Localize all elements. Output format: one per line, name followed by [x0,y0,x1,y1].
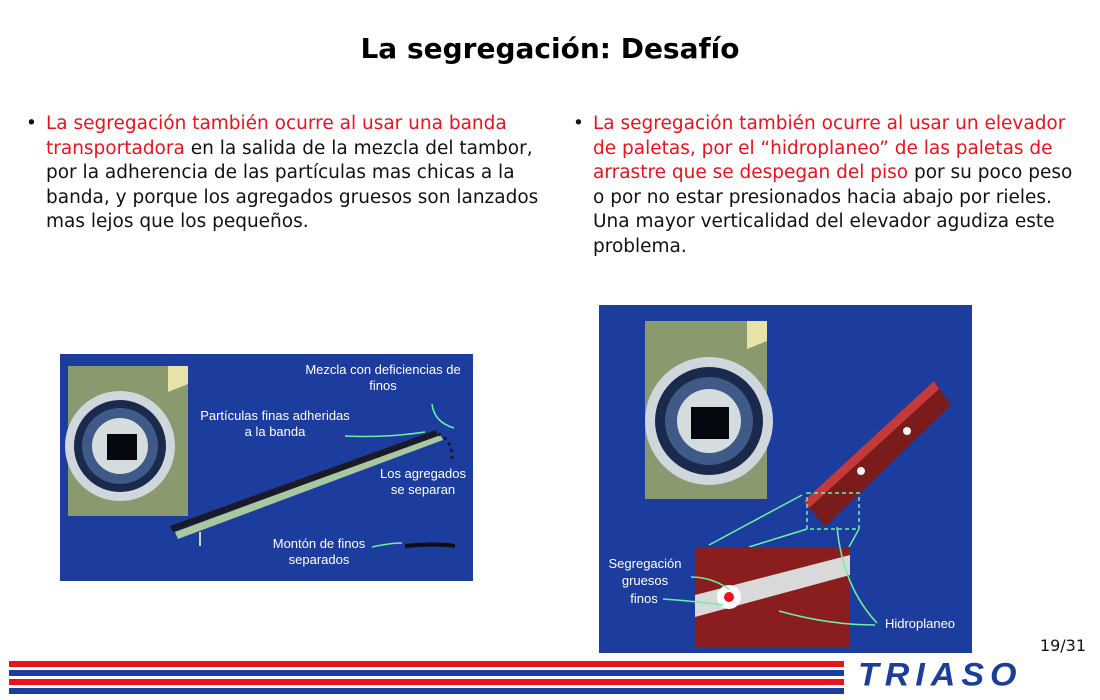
bullet-dot: • [26,113,37,134]
footer-stripe-red [9,661,844,667]
bullet-text: en la salida de la mezcla del tambor, por la adherencia de las partículas mas chicas a la banda, y porque los agregados gruesos son lanzados mas lejos que los pequeños. [46,137,539,232]
elevator-bolt [903,427,911,435]
label-hydroplaning: Hidroplaneo [884,616,956,631]
page-number: 19/31 [1039,636,1086,655]
detail-paddle-center [724,592,734,602]
bullet-dot: • [573,113,584,134]
footer-stripes [9,661,844,697]
drum-window [107,434,137,460]
slide-title: La segregación: Desafío [360,32,740,65]
bullet-text: por su poco peso o por no estar presionados hacia abajo por rieles. Una mayor verticalidad del elevador agudiza este problema. [593,162,1073,257]
footer-stripe-blue [9,670,844,676]
footer-stripe-blue [9,688,844,694]
label-fines: finos [630,591,658,606]
drum-window [691,407,729,439]
elevator-rail [804,381,939,508]
elevator-body [804,381,951,527]
footer-stripe-red [9,679,844,685]
elevator-bolt [857,467,865,475]
bullet-elevator [573,112,1083,259]
label-coarse: gruesos [621,573,669,588]
bullet-highlight: La segregación también ocurre al usar un elevador de paletas, por el “hidroplaneo” de las paletas de arrastre que se despegan del piso [593,113,1066,183]
brand-logo-text: TRIASO [858,656,1023,694]
zoom-line [849,529,859,547]
arrow-fine [345,432,425,437]
pointer-line [709,495,802,545]
elevator-illustration [599,305,972,653]
brand-logo [858,656,1090,694]
label-separate: Los agregados se separan [379,466,466,497]
fines-pile [405,545,455,547]
label-segregation: Segregación [608,556,682,571]
arrow-mix [432,404,454,428]
conveyor-illustration [60,354,473,581]
label-mix: Mezcla con deficiencias de finos [305,362,461,393]
label-pile: Montón de finos separados [272,536,366,567]
bullet-highlight: La segregación también ocurre al usar una banda transportadora [46,113,507,159]
label-fine-particles: Partículas finas adheridas a la banda [200,408,350,439]
bullet-conveyor [26,112,546,235]
zoom-line [749,529,807,547]
arrow-pile [372,543,402,547]
